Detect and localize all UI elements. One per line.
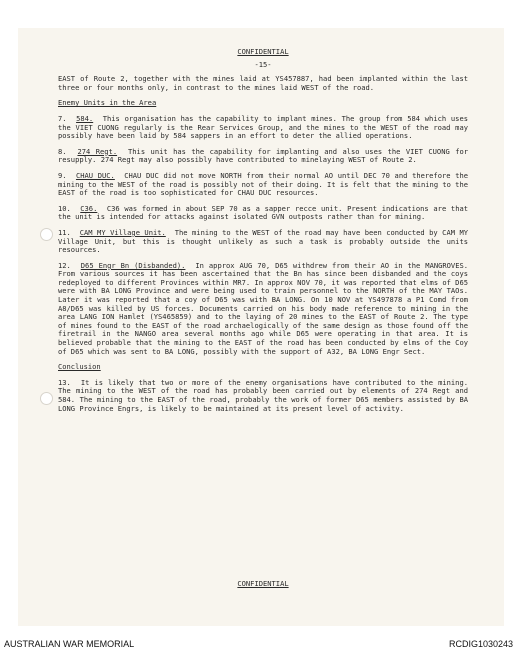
unit-name: CHAU DUC. xyxy=(75,170,115,180)
paragraph-8 xyxy=(58,148,468,165)
para-number: 13. xyxy=(58,377,71,387)
unit-name: CAM MY Village Unit. xyxy=(79,227,166,237)
paragraph-11 xyxy=(58,229,468,255)
para-number: 7. xyxy=(58,113,67,123)
para-number: 8. xyxy=(58,146,67,156)
page-number: -15- xyxy=(254,59,272,69)
paragraph-9 xyxy=(58,172,468,198)
para-number: 11. xyxy=(58,227,71,237)
punch-hole xyxy=(40,392,53,405)
document-body xyxy=(58,47,469,588)
section-heading: Enemy Units in the Area xyxy=(58,98,157,108)
classification-header: CONFIDENTIAL xyxy=(237,47,289,56)
archive-credit: AUSTRALIAN WAR MEMORIAL xyxy=(4,639,135,649)
para-text: This unit has the capability for implanting and also uses the VIET CUONG for resupply. 274 Regt may also possibly have contributed to minelaying WEST of Route 2. xyxy=(58,146,468,165)
para-number: 10. xyxy=(58,203,71,213)
para-number: 12. xyxy=(58,260,71,270)
para-text: C36 was formed in about SEP 70 as a sapper recce unit. Present indications are that the unit is intended for attacks against isolated GVN outposts rather than for mining. xyxy=(58,203,469,222)
paragraph-7 xyxy=(58,115,468,141)
unit-name: C36. xyxy=(80,203,98,213)
unit-name: 584. xyxy=(76,113,94,123)
unit-name: 274 Regt. xyxy=(77,146,118,156)
classification-footer: CONFIDENTIAL xyxy=(237,579,289,588)
para-text: This organisation has the capability to implant mines. The group from 584 which uses the VIET CUONG regularly is the Rear Services Group, and the mines to the WEST of the road may possibly have been laid by 584 sappers in an effort to deter the allied operations. xyxy=(58,113,468,141)
para-number: 9. xyxy=(58,170,67,180)
unit-name: D65 Engr Bn (Disbanded). xyxy=(80,260,186,270)
punch-hole xyxy=(40,228,53,241)
intro-paragraph: EAST of Route 2, together with the mines laid at YS457887, had been implanted within the last three or four months only, in contrast to the mines laid WEST of the road. xyxy=(58,74,468,92)
paragraph-12 xyxy=(58,262,468,357)
conclusion-heading: Conclusion xyxy=(58,362,101,372)
para-text: CHAU DUC did not move NORTH from their normal AO until DEC 70 and therefore the mining to the WEST of the road is possibly not of their doing. It is felt that the mining to the EAST of the road is too sophisticated for CHAU DUC resources. xyxy=(58,170,469,198)
paragraph-13 xyxy=(58,379,468,413)
archive-reference-id: RCDIG1030243 xyxy=(448,639,513,649)
para-text: It is likely that two or more of the enemy organisations have contributed to the mining. The mining to the WEST of the road has probably been carried out by elements of 274 Regt and 584. The mining to the EAST of the road, probably the work of former D65 members assisted by BA LONG Province Engrs, is likely to be maintained at its present level of activity. xyxy=(58,377,468,413)
para-text: In approx AUG 70, D65 withdrew from their AO in the MANGROVES. From various sources it has been ascertained that the Bn has since been disbanded and the coys redeployed to different Provinces within MR7. In approx NOV 70, it was reported that elms of D65 were with BA LONG Province and were being used to train personnel to the NORTH of the MAY TAOs. Later it was reported that a coy of D65 was with BA LONG. On 10 NOV at YS497878 a P1 Comd from A8/D65 was killed by US forces. Documents carried on his body made reference to mining in the area LANG ION Hamlet (YS465859) and to the laying of 20 mines to the EAST of Route 2. The type of mines found to the EAST of the road archaelogically of the same design as those found off the firetrail in the NANGO area several months ago while D65 were operating in that area. It is believed probable that the mining to the EAST of the road has been conducted by elms of the Coy of D65 which was sent to BA LONG, possibly with the support of A32, BA LONG Engr Sect. xyxy=(58,260,469,356)
paragraph-10 xyxy=(58,205,468,222)
para-text: The mining to the WEST of the road may have been conducted by CAM MY Village Unit, but this is thought unlikely as such a task is probably outside the units resources. xyxy=(58,227,468,255)
